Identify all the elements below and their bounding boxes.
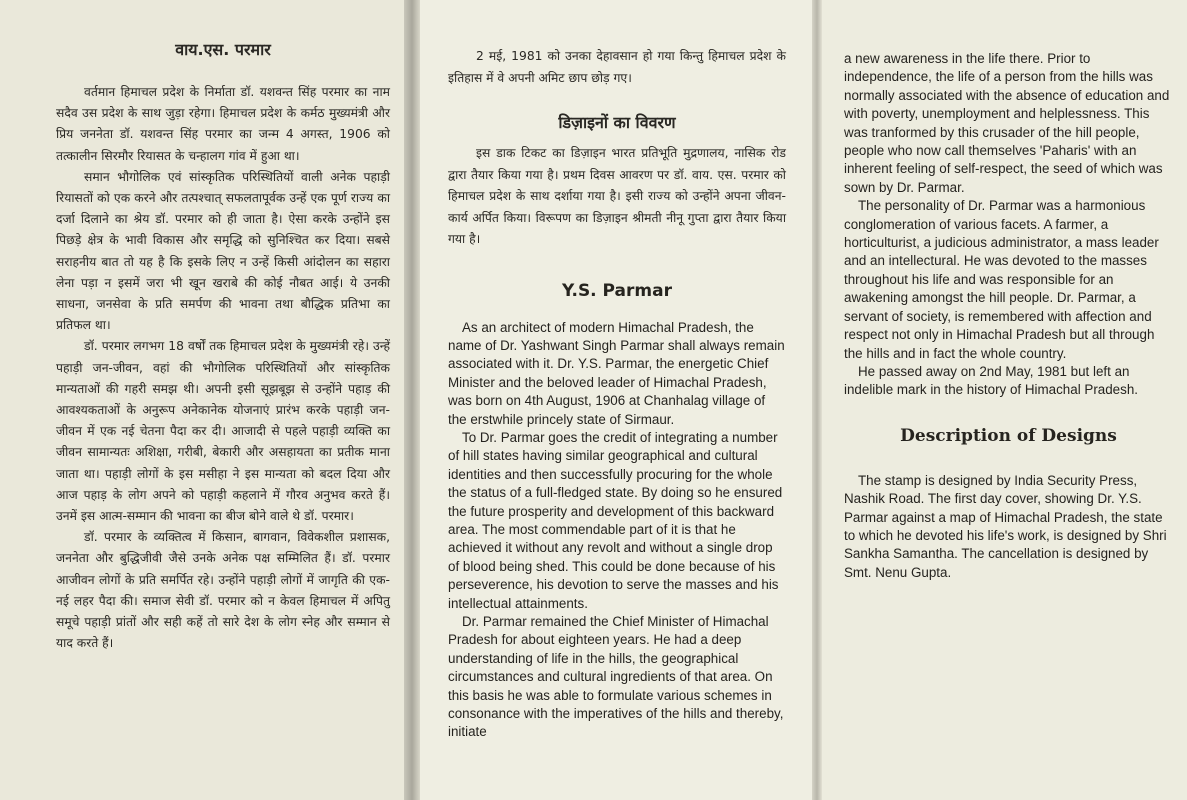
hindi-paragraph: समान भौगोलिक एवं सांस्कृतिक परिस्थितियों वाली अनेक पहाड़ी रियासतों को एक करने और तत्पश्चात् सफलतापूर्वक उन्हें एक पूर्ण राज्य का दर्जा दिलाने का श्रेय डॉ. परमार को ही जाता है। ऐसा करके उन्होंने इस पिछड़े क्षेत्र के भावी विकास और समृद्धि को सुनिश्चित कर दिया। सबसे सराहनीय बात तो यह है कि इसके लिए न उन्हें किसी आंदोलन का सहारा लेना पड़ा न इसमें जरा भी खून खराबे की कोई नौबत आई। ये उनकी साधना, जनसेवा के प्रति समर्पण की भावना तथा बौद्धिक प्रतिभा का प्रतिफल था। — [56, 169, 390, 333]
hindi-paragraph: इस डाक टिकट का डिज़ाइन भारत प्रतिभूति मुद्रणालय, नासिक रोड द्वारा तैयार किया गया है। प्रथम दिवस आवरण पर डॉ. वाय. एस. परमार को हिमाचल प्रदेश के साथ दर्शाया गया है। इसी राज्य को उन्होंने अपना जीवन-कार्य अर्पित किया। विरूपण का डिज़ाइन श्रीमती नीनू गुप्ता द्वारा तैयार किया गया है। — [448, 146, 786, 246]
hindi-paragraph: डॉ. परमार लगभग 18 वर्षों तक हिमाचल प्रदेश के मुख्यमंत्री रहे। उन्हें पहाड़ी जन-जीवन, वहां की भौगोलिक परिस्थितियों और सांस्कृतिक मान्यताओं की गहरी समझ थी। अपनी इसी सूझबूझ से उन्होंने पहाड़ की आवश्यकताओं के अनुरूप अनेकानेक योजनाएं प्रारंभ करके पहाड़ी जन-जीवन में एक नई चेतना पैदा कर दी। आजादी से पहले पहाड़ी व्यक्ति का जीवन सामान्यतः अशिक्षा, गरीबी, बेकारी और असहायता का प्रतीक माना जाता था। पहाड़ी लोगों के इस मसीहा ने इस मान्यता को बदल दिया और आज पहाड़ के लोग अपने को पहाड़ी कहलाने में गौरव अनुभव करते हैं। उनमें इस आत्म-सम्मान की भावना का बीज बोने वाले थे डॉ. परमार। — [56, 339, 390, 524]
middle-panel — [420, 0, 812, 800]
hindi-title: वाय.एस. परमार — [175, 40, 271, 59]
hindi-design-title: डिज़ाइनों का विवरण — [558, 113, 676, 132]
hindi-paragraph: वर्तमान हिमाचल प्रदेश के निर्माता डॉ. यशवन्त सिंह परमार का नाम सदैव उस प्रदेश के साथ जुड़ा रहेगा। हिमाचल प्रदेश के कर्मठ मुख्यमंत्री और प्रिय जननेता डॉ. यशवन्त सिंह परमार का जन्म 4 अगस्त, 1906 को तत्कालीन सिरमौर रियासत के चन्हालग गांव में हुआ था। — [56, 85, 390, 163]
hindi-design-body — [448, 143, 786, 251]
design-description-title: Description of Designs — [900, 425, 1117, 446]
hindi-paragraph: 2 मई, 1981 को उनका देहावसान हो गया किन्तु हिमाचल प्रदेश के इतिहास में वे अपनी अमिट छाप छोड़ गए। — [448, 49, 786, 85]
english-body — [448, 319, 786, 742]
hindi-panel — [0, 0, 404, 800]
english-paragraph: a new awareness in the life there. Prior to independence, the life of a person from the hills was normally associated with the absence of education and with poverty, unemployment and helplessness. This was tranformed by this crusader of the hill people, people who now call themselves 'Paharis' with an inherent feeling of self-respect, the seed of which was sown by Dr. Parmar. — [844, 51, 1170, 195]
english-title: Y.S. Parmar — [561, 280, 672, 301]
hindi-intro — [448, 46, 786, 89]
english-paragraph: The personality of Dr. Parmar was a harmonious conglomeration of various facets. A farmer, a horticulturist, a judicious administrator, a mass leader and an intellectural. He was devoted to the masses throughout his life and was responsible for an awakening amongst the hill people. Dr. Parmar, a servant of society, is remembered with affection and respect not only in Himachal Pradesh but all through the hills and in fact the whole country. — [844, 198, 1159, 361]
english-paragraph: The stamp is designed by India Security Press, Nashik Road. The first day cover, showing Dr. Y.S. Parmar against a map of Himachal Pradesh, the state to which he devoted his life's work, is designed by Shri Sankha Samantha. The cancellation is designed by Smt. Nenu Gupta. — [844, 472, 1167, 580]
design-description-body — [844, 472, 1173, 582]
right-panel — [822, 0, 1187, 800]
english-paragraph: He passed away on 2nd May, 1981 but left an indelible mark in the history of Himachal Pradesh. — [844, 363, 1138, 398]
hindi-paragraph: डॉ. परमार के व्यक्तित्व में किसान, बागवान, विवेकशील प्रशासक, जननेता और बुद्धिजीवी जैसे उनके अनेक पक्ष सम्मिलित हैं। डॉ. परमार आजीवन लोगों के प्रति समर्पित रहे। उन्होंने पहाड़ी लोगों में जागृति की एक-नई लहर पैदा की। समाज सेवी डॉ. परमार को न केवल हिमाचल में अपितु समूचे पहाड़ी प्रांतों और सही कहें तो सारे देश के लोग स्नेह और सम्मान से याद करते हैं। — [56, 530, 390, 651]
hindi-body — [56, 82, 390, 654]
english-paragraph: Dr. Parmar remained the Chief Minister of Himachal Pradesh for about eighteen years. He had a deep understanding of life in the hills, the geographical circumstances and cultural ingredients of that area. On this basis he was able to formulate various schemes in consonance with the imperatives of the hills and thereby, initiate — [448, 614, 784, 740]
english-paragraph: To Dr. Parmar goes the credit of integrating a number of hill states having similar geographical and cultural identities and then successfully procuring for the whole the status of a full-fledged state. By doing so he ensured the future prosperity and development of this backward area. The most commendable part of it is that he achieved it without any revolt and without a single drop of blood being shed. This could be done because of his perseverence, his devotion to serve the masses and his intellectual attainments. — [448, 429, 783, 611]
page-fold — [404, 0, 420, 800]
english-paragraph: As an architect of modern Himachal Pradesh, the name of Dr. Yashwant Singh Parmar shall always remain associated with it. Dr. Y.S. Parmar, the energetic Chief Minister and the beloved leader of Himachal Pradesh, was born on 4th August, 1906 at Chanhalag village of the erstwhile princely state of Sirmaur. — [448, 319, 785, 427]
english-body-continued — [844, 50, 1173, 400]
page-fold — [812, 0, 822, 800]
